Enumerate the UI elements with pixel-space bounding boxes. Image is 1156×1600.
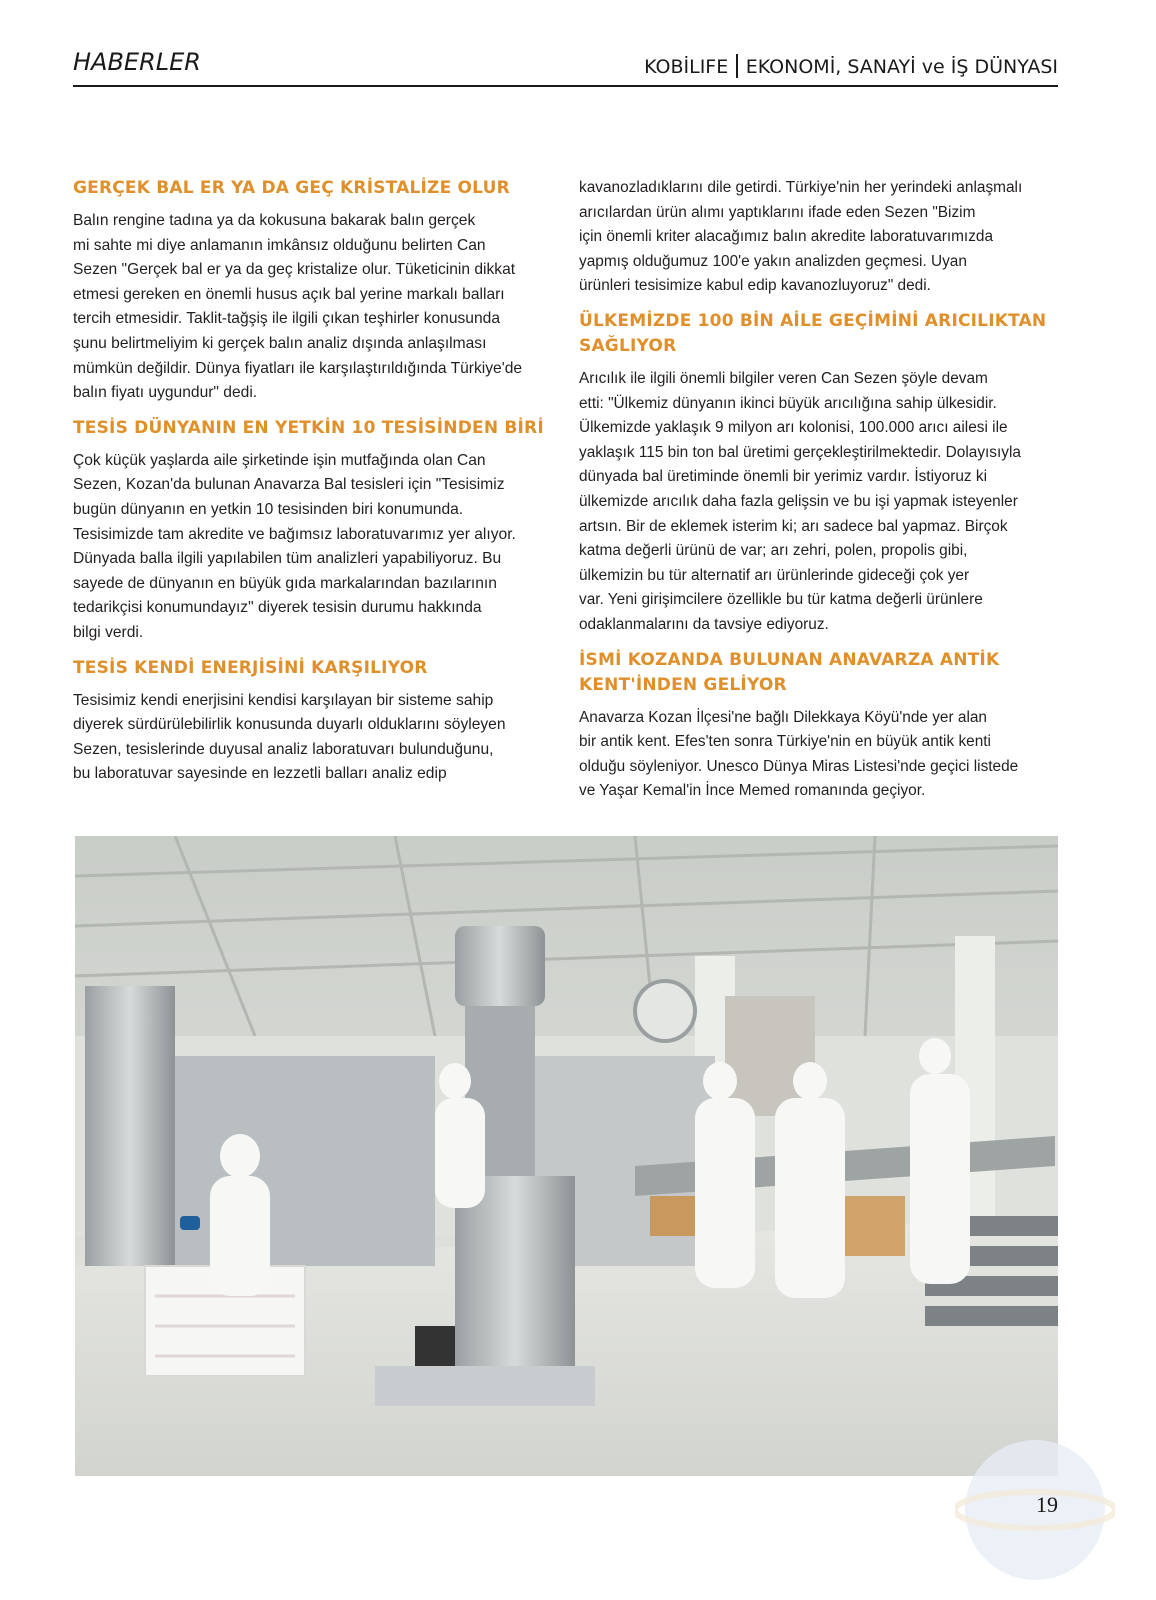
text-line: Balın rengine tadına ya da kokusuna bakarak balın gerçek (73, 212, 476, 229)
text-line: mümkün değildir. Dünya fiyatları ile karşılaştırıldığında Türkiye'de (73, 359, 523, 377)
section-label: HABERLER (73, 48, 201, 76)
text-line: yapmış olduğumuz 100'e yakın analizden geçmesi. Uyan (579, 252, 967, 270)
text-line: şunu belirtmeliyim ki gerçek balın analiz dışında anlaşılması (73, 334, 487, 352)
text-line: tedarikçisi konumundayız" diyerek tesisin durumu hakkında (73, 599, 482, 617)
text-line: Anavarza Kozan İlçesi'ne bağlı Dilekkaya Köyü'nde yer alan (579, 708, 987, 726)
brand-name: KOBİLIFE (644, 56, 729, 78)
text-line: bugün dünyanın en yetkin 10 tesisinden biri konumunda. (73, 500, 464, 518)
text-line: Sezen "Gerçek bal er ya da geç kristalize olur. Tüketicinin dikkat (73, 261, 516, 279)
text-line: ülkemizin bu tür alternatif arı ürünlerinde gideceği çok yer (579, 566, 970, 584)
text-line: Sezen, Kozan'da bulunan Anavarza Bal tesisleri için "Tesisimiz (73, 476, 505, 494)
publication-subtitle: EKONOMİ, SANAYİ ve İŞ DÜNYASI (745, 56, 1058, 78)
text-line: arıcılardan ürün alımı yaptıklarını ifade eden Sezen "Bizim (579, 203, 976, 221)
text-line: olduğu söyleniyor. Unesco Dünya Miras Listesi'nde geçici listede (579, 757, 1019, 775)
text-line: artsın. Bir de eklemek isterim ki; arı sadece bal yapmaz. Birçok (579, 517, 1008, 535)
text-line: etmesi gereken en önemli husus açık bal yerine markalı balları (73, 285, 505, 303)
text-line: tercih etmesidir. Taklit-tağşiş ile ilgili çıkan teşhirler konusunda (73, 310, 500, 328)
left-column (73, 176, 563, 797)
text-line: ve Yaşar Kemal'in İnce Memed romanında geçiyor. (579, 782, 926, 800)
right-column (579, 176, 1064, 814)
text-line: bu laboratuvar sayesinde en lezzetli balları analiz edip (73, 765, 447, 783)
text-line: Tesisimiz kendi enerjisini kendisi karşılayan bir sisteme sahip (73, 691, 494, 709)
text-line: diyerek sürdürülebilirlik konusunda duyarlı olduklarını söyleyen (73, 716, 506, 734)
factory-photo (75, 836, 1058, 1476)
text-line: etti: "Ülkemiz dünyanın ikinci büyük arıcılığına sahip ülkesidir. (579, 394, 997, 412)
text-line: Sezen, tesislerinde duyusal analiz laboratuvarı bulunduğunu, (73, 740, 494, 758)
header-rule (73, 85, 1058, 87)
text-line: yaklaşık 115 bin ton bal üretimi gerçekleştirilmektedir. Dolayısıyla (579, 443, 1021, 461)
page-number: 19 (1036, 1492, 1058, 1517)
text-line: sayede de dünyanın en büyük gıda markalarından bazılarının (73, 574, 497, 592)
text-line: ülkemizde arıcılık daha fazla gelişsin ve bu işi yapmak isteyenler (579, 492, 1018, 510)
section-heading: TESİS KENDİ ENERJİSİNİ KARŞILIYOR (73, 657, 428, 678)
text-line: kavanozladıklarını dile getirdi. Türkiye'nin her yerindeki anlaşmalı (579, 179, 1023, 196)
text-line: odaklanmalarını da tavsiye ediyoruz. (579, 615, 829, 633)
text-line: mi sahte mi diye anlamanın imkânsız olduğunu belirten Can (73, 236, 486, 254)
section-heading: GERÇEK BAL ER YA DA GEÇ KRİSTALİZE OLUR (73, 178, 510, 198)
text-line: dünyada bal üretiminde önemli bir yerimiz vardır. İstiyoruz ki (579, 468, 988, 486)
publication-header (644, 54, 1058, 78)
article-paragraph (73, 209, 563, 406)
section-heading: ÜLKEMİZDE 100 BİN AİLE GEÇİMİNİ ARICILIKTAN SAĞLIYOR (579, 310, 1047, 356)
text-line: var. Yeni girişimcilere özellikle bu tür katma değerli ürünlere (579, 591, 983, 609)
section-heading: İSMİ KOZANDA BULUNAN ANAVARZA ANTİK KENT'İNDEN GELİYOR (579, 649, 1000, 695)
text-line: Dünyada balla ilgili yapılabilen tüm analizleri yapabiliyoruz. Bu (73, 550, 502, 568)
text-line: katma değerli ürünü de var; arı zehri, polen, propolis gibi, (579, 542, 968, 560)
text-line: Ülkemizde yaklaşık 9 milyon arı kolonisi, 100.000 arıcı ailesi ile (579, 419, 1008, 437)
text-line: Çok küçük yaşlarda aile şirketinde işin mutfağında olan Can (73, 451, 486, 469)
text-line: balın fiyatı uygundur" dedi. (73, 384, 258, 402)
text-line: bir antik kent. Efes'ten sonra Türkiye'nin en büyük antik kenti (579, 733, 991, 751)
text-line: bilgi verdi. (73, 623, 144, 641)
text-line: için önemli kriter alacağımız balın akredite laboratuvarımızda (579, 228, 994, 246)
article-paragraph (579, 706, 1064, 804)
text-line: Arıcılık ile ilgili önemli bilgiler veren Can Sezen şöyle devam (579, 369, 988, 387)
header-separator (736, 54, 738, 78)
text-line: Tesisimizde tam akredite ve bağımsız laboratuvarımız yer alıyor. (73, 525, 516, 543)
text-line: ürünleri tesisimize kabul edip kavanozluyoruz" dedi. (579, 277, 931, 295)
article-paragraph (579, 176, 1064, 299)
article-paragraph (73, 689, 563, 787)
article-paragraph (579, 367, 1064, 638)
section-heading: TESİS DÜNYANIN EN YETKİN 10 TESİSİNDEN BİRİ (73, 417, 544, 438)
watermark-graphic (955, 1430, 1115, 1590)
article-paragraph (73, 449, 563, 646)
